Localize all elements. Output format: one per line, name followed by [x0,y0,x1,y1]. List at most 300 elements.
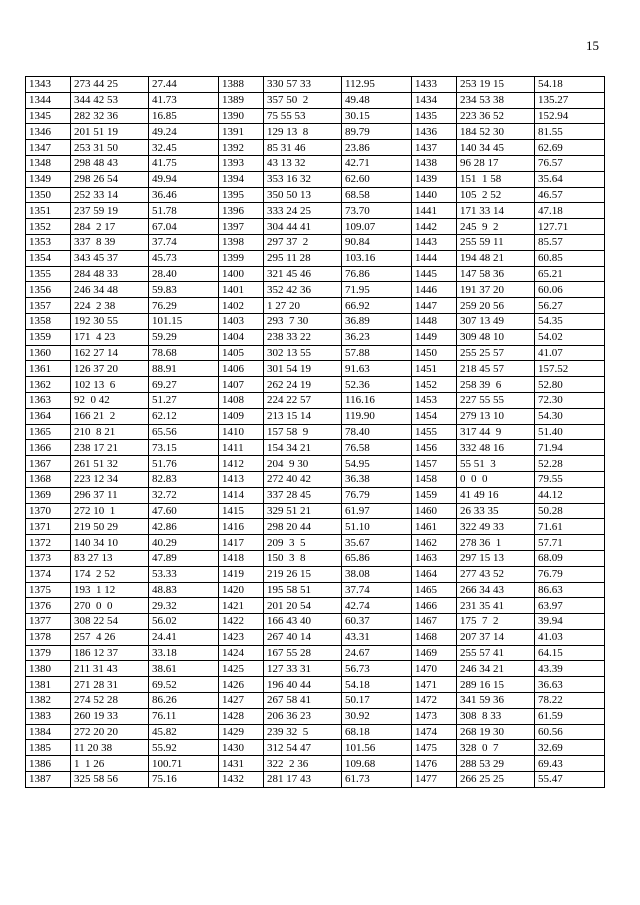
distance-cell: 29.32 [149,598,219,614]
distance-cell: 127.71 [535,219,605,235]
point-id-cell: 1359 [26,329,71,345]
distance-cell: 54.30 [535,408,605,424]
distance-cell: 69.27 [149,377,219,393]
point-id-cell: 1436 [412,124,457,140]
angle-cell: 224 22 57 [264,392,342,408]
angle-cell: 333 24 25 [264,203,342,219]
point-id-cell: 1363 [26,392,71,408]
point-id-cell: 1460 [412,503,457,519]
angle-cell: 298 20 44 [264,519,342,535]
distance-cell: 68.09 [535,550,605,566]
angle-cell: 237 59 19 [71,203,149,219]
table-row [26,487,605,503]
distance-cell: 47.60 [149,503,219,519]
point-id-cell: 1423 [219,629,264,645]
page-number: 15 [586,38,599,53]
table-row [26,298,605,314]
point-id-cell: 1398 [219,234,264,250]
point-id-cell: 1421 [219,598,264,614]
angle-cell: 127 33 31 [264,661,342,677]
table-row [26,598,605,614]
distance-cell: 157.52 [535,361,605,377]
angle-cell: 273 44 25 [71,77,149,93]
distance-cell: 50.17 [342,693,412,709]
distance-cell: 63.97 [535,598,605,614]
distance-cell: 38.61 [149,661,219,677]
angle-cell: 293 7 30 [264,313,342,329]
angle-cell: 253 31 50 [71,140,149,156]
point-id-cell: 1387 [26,772,71,788]
point-id-cell: 1418 [219,550,264,566]
angle-cell: 255 59 11 [457,234,535,250]
data-table [25,76,605,788]
point-id-cell: 1477 [412,772,457,788]
distance-cell: 152.94 [535,108,605,124]
table-row [26,550,605,566]
angle-cell: 330 57 33 [264,77,342,93]
angle-cell: 213 15 14 [264,408,342,424]
distance-cell: 73.15 [149,440,219,456]
point-id-cell: 1357 [26,298,71,314]
point-id-cell: 1458 [412,471,457,487]
angle-cell: 312 54 47 [264,740,342,756]
distance-cell: 67.04 [149,219,219,235]
angle-cell: 255 25 57 [457,345,535,361]
table-row [26,203,605,219]
point-id-cell: 1476 [412,756,457,772]
table-row [26,377,605,393]
angle-cell: 196 40 44 [264,677,342,693]
angle-cell: 353 16 32 [264,171,342,187]
point-id-cell: 1404 [219,329,264,345]
distance-cell: 65.21 [535,266,605,282]
distance-cell: 76.11 [149,708,219,724]
distance-cell: 24.67 [342,645,412,661]
point-id-cell: 1453 [412,392,457,408]
point-id-cell: 1463 [412,550,457,566]
point-id-cell: 1370 [26,503,71,519]
point-id-cell: 1442 [412,219,457,235]
point-id-cell: 1356 [26,282,71,298]
table-row [26,535,605,551]
angle-cell: 154 34 21 [264,440,342,456]
distance-cell: 52.28 [535,456,605,472]
angle-cell: 343 45 37 [71,250,149,266]
distance-cell: 78.22 [535,693,605,709]
distance-cell: 56.02 [149,614,219,630]
distance-cell: 76.79 [535,566,605,582]
point-id-cell: 1420 [219,582,264,598]
angle-cell: 245 9 2 [457,219,535,235]
distance-cell: 76.86 [342,266,412,282]
point-id-cell: 1353 [26,234,71,250]
point-id-cell: 1412 [219,456,264,472]
distance-cell: 78.40 [342,424,412,440]
angle-cell: 211 31 43 [71,661,149,677]
angle-cell: 126 37 20 [71,361,149,377]
angle-cell: 209 3 5 [264,535,342,551]
angle-cell: 257 4 26 [71,629,149,645]
point-id-cell: 1372 [26,535,71,551]
point-id-cell: 1392 [219,140,264,156]
angle-cell: 219 50 29 [71,519,149,535]
point-id-cell: 1448 [412,313,457,329]
angle-cell: 150 3 8 [264,550,342,566]
distance-cell: 89.79 [342,124,412,140]
point-id-cell: 1472 [412,693,457,709]
angle-cell: 258 39 6 [457,377,535,393]
distance-cell: 41.73 [149,92,219,108]
angle-cell: 309 48 10 [457,329,535,345]
angle-cell: 246 34 48 [71,282,149,298]
distance-cell: 112.95 [342,77,412,93]
point-id-cell: 1374 [26,566,71,582]
point-id-cell: 1414 [219,487,264,503]
angle-cell: 102 13 6 [71,377,149,393]
angle-cell: 261 51 32 [71,456,149,472]
angle-cell: 171 4 23 [71,329,149,345]
point-id-cell: 1365 [26,424,71,440]
point-id-cell: 1381 [26,677,71,693]
angle-cell: 267 58 41 [264,693,342,709]
distance-cell: 61.59 [535,708,605,724]
distance-cell: 35.67 [342,535,412,551]
point-id-cell: 1411 [219,440,264,456]
angle-cell: 234 53 38 [457,92,535,108]
angle-cell: 140 34 10 [71,535,149,551]
table-row [26,140,605,156]
distance-cell: 32.69 [535,740,605,756]
angle-cell: 171 33 14 [457,203,535,219]
angle-cell: 129 13 8 [264,124,342,140]
point-id-cell: 1390 [219,108,264,124]
distance-cell: 30.15 [342,108,412,124]
distance-cell: 38.08 [342,566,412,582]
distance-cell: 42.86 [149,519,219,535]
distance-cell: 32.72 [149,487,219,503]
table-row [26,282,605,298]
distance-cell: 60.85 [535,250,605,266]
angle-cell: 344 42 53 [71,92,149,108]
point-id-cell: 1347 [26,140,71,156]
table-row [26,92,605,108]
angle-cell: 337 28 45 [264,487,342,503]
point-id-cell: 1466 [412,598,457,614]
distance-cell: 54.18 [342,677,412,693]
distance-cell: 41.07 [535,345,605,361]
angle-cell: 219 26 15 [264,566,342,582]
angle-cell: 227 55 55 [457,392,535,408]
angle-cell: 231 35 41 [457,598,535,614]
distance-cell: 44.12 [535,487,605,503]
point-id-cell: 1461 [412,519,457,535]
angle-cell: 238 33 22 [264,329,342,345]
angle-cell: 206 36 23 [264,708,342,724]
point-id-cell: 1450 [412,345,457,361]
distance-cell: 27.44 [149,77,219,93]
table-row [26,424,605,440]
table-row [26,582,605,598]
distance-cell: 62.12 [149,408,219,424]
angle-cell: 329 51 21 [264,503,342,519]
point-id-cell: 1362 [26,377,71,393]
angle-cell: 322 2 36 [264,756,342,772]
point-id-cell: 1389 [219,92,264,108]
point-id-cell: 1346 [26,124,71,140]
point-id-cell: 1455 [412,424,457,440]
point-id-cell: 1382 [26,693,71,709]
angle-cell: 41 49 16 [457,487,535,503]
distance-cell: 71.61 [535,519,605,535]
distance-cell: 85.57 [535,234,605,250]
table-row [26,108,605,124]
distance-cell: 69.43 [535,756,605,772]
point-id-cell: 1397 [219,219,264,235]
point-id-cell: 1393 [219,155,264,171]
point-id-cell: 1471 [412,677,457,693]
point-id-cell: 1452 [412,377,457,393]
angle-cell: 255 57 41 [457,645,535,661]
point-id-cell: 1379 [26,645,71,661]
angle-cell: 140 34 45 [457,140,535,156]
angle-cell: 83 27 13 [71,550,149,566]
distance-cell: 119.90 [342,408,412,424]
distance-cell: 45.82 [149,724,219,740]
distance-cell: 62.60 [342,171,412,187]
point-id-cell: 1358 [26,313,71,329]
angle-cell: 253 19 15 [457,77,535,93]
angle-cell: 167 55 28 [264,645,342,661]
angle-cell: 186 12 37 [71,645,149,661]
angle-cell: 194 48 21 [457,250,535,266]
angle-cell: 266 34 43 [457,582,535,598]
angle-cell: 246 34 21 [457,661,535,677]
point-id-cell: 1394 [219,171,264,187]
point-id-cell: 1413 [219,471,264,487]
distance-cell: 54.18 [535,77,605,93]
angle-cell: 55 51 3 [457,456,535,472]
point-id-cell: 1371 [26,519,71,535]
point-id-cell: 1369 [26,487,71,503]
distance-cell: 42.74 [342,598,412,614]
distance-cell: 32.45 [149,140,219,156]
distance-cell: 49.94 [149,171,219,187]
distance-cell: 90.84 [342,234,412,250]
distance-cell: 52.36 [342,377,412,393]
point-id-cell: 1384 [26,724,71,740]
angle-cell: 201 20 54 [264,598,342,614]
angle-cell: 26 33 35 [457,503,535,519]
point-id-cell: 1355 [26,266,71,282]
angle-cell: 328 0 7 [457,740,535,756]
angle-cell: 210 8 21 [71,424,149,440]
distance-cell: 81.55 [535,124,605,140]
distance-cell: 39.94 [535,614,605,630]
angle-cell: 207 37 14 [457,629,535,645]
distance-cell: 49.48 [342,92,412,108]
table-row [26,408,605,424]
distance-cell: 28.40 [149,266,219,282]
distance-cell: 43.31 [342,629,412,645]
angle-cell: 288 53 29 [457,756,535,772]
point-id-cell: 1395 [219,187,264,203]
angle-cell: 317 44 9 [457,424,535,440]
angle-cell: 75 55 53 [264,108,342,124]
distance-cell: 37.74 [149,234,219,250]
distance-cell: 16.85 [149,108,219,124]
point-id-cell: 1406 [219,361,264,377]
angle-cell: 96 28 17 [457,155,535,171]
distance-cell: 55.47 [535,772,605,788]
distance-cell: 49.24 [149,124,219,140]
angle-cell: 341 59 36 [457,693,535,709]
angle-cell: 325 58 56 [71,772,149,788]
angle-cell: 278 36 1 [457,535,535,551]
angle-cell: 166 21 2 [71,408,149,424]
point-id-cell: 1473 [412,708,457,724]
distance-cell: 36.38 [342,471,412,487]
distance-cell: 56.27 [535,298,605,314]
distance-cell: 86.63 [535,582,605,598]
angle-cell: 297 15 13 [457,550,535,566]
distance-cell: 100.71 [149,756,219,772]
point-id-cell: 1449 [412,329,457,345]
distance-cell: 69.52 [149,677,219,693]
angle-cell: 271 28 31 [71,677,149,693]
distance-cell: 24.41 [149,629,219,645]
table-row [26,724,605,740]
angle-cell: 332 48 16 [457,440,535,456]
distance-cell: 41.75 [149,155,219,171]
point-id-cell: 1415 [219,503,264,519]
angle-cell: 262 24 19 [264,377,342,393]
distance-cell: 86.26 [149,693,219,709]
point-id-cell: 1465 [412,582,457,598]
angle-cell: 296 37 11 [71,487,149,503]
distance-cell: 51.78 [149,203,219,219]
point-id-cell: 1367 [26,456,71,472]
point-id-cell: 1456 [412,440,457,456]
angle-cell: 195 58 51 [264,582,342,598]
angle-cell: 191 37 20 [457,282,535,298]
table-row [26,171,605,187]
angle-cell: 295 11 28 [264,250,342,266]
distance-cell: 33.18 [149,645,219,661]
point-id-cell: 1361 [26,361,71,377]
table-row [26,471,605,487]
point-id-cell: 1443 [412,234,457,250]
table-row [26,329,605,345]
angle-cell: 270 0 0 [71,598,149,614]
table-row [26,740,605,756]
table-row [26,677,605,693]
distance-cell: 23.86 [342,140,412,156]
distance-cell: 60.56 [535,724,605,740]
point-id-cell: 1439 [412,171,457,187]
distance-cell: 65.86 [342,550,412,566]
distance-cell: 75.16 [149,772,219,788]
angle-cell: 157 58 9 [264,424,342,440]
point-id-cell: 1343 [26,77,71,93]
point-id-cell: 1383 [26,708,71,724]
point-id-cell: 1470 [412,661,457,677]
table-row [26,614,605,630]
angle-cell: 321 45 46 [264,266,342,282]
distance-cell: 76.29 [149,298,219,314]
angle-cell: 166 43 40 [264,614,342,630]
table-row [26,187,605,203]
point-id-cell: 1474 [412,724,457,740]
distance-cell: 82.83 [149,471,219,487]
distance-cell: 57.71 [535,535,605,551]
point-id-cell: 1368 [26,471,71,487]
angle-cell: 302 13 55 [264,345,342,361]
angle-cell: 43 13 32 [264,155,342,171]
table-row [26,392,605,408]
angle-cell: 201 51 19 [71,124,149,140]
distance-cell: 72.30 [535,392,605,408]
distance-cell: 55.92 [149,740,219,756]
distance-cell: 53.33 [149,566,219,582]
distance-cell: 71.94 [535,440,605,456]
angle-cell: 0 0 0 [457,471,535,487]
angle-cell: 272 20 20 [71,724,149,740]
point-id-cell: 1378 [26,629,71,645]
angle-cell: 281 17 43 [264,772,342,788]
angle-cell: 174 2 52 [71,566,149,582]
table-row [26,645,605,661]
point-id-cell: 1350 [26,187,71,203]
point-id-cell: 1373 [26,550,71,566]
point-id-cell: 1446 [412,282,457,298]
distance-cell: 76.58 [342,440,412,456]
angle-cell: 308 8 33 [457,708,535,724]
angle-cell: 85 31 46 [264,140,342,156]
distance-cell: 61.73 [342,772,412,788]
table-row [26,345,605,361]
point-id-cell: 1468 [412,629,457,645]
angle-cell: 162 27 14 [71,345,149,361]
distance-cell: 76.57 [535,155,605,171]
point-id-cell: 1438 [412,155,457,171]
point-id-cell: 1344 [26,92,71,108]
point-id-cell: 1403 [219,313,264,329]
point-id-cell: 1386 [26,756,71,772]
table-row [26,772,605,788]
table-row [26,219,605,235]
point-id-cell: 1464 [412,566,457,582]
angle-cell: 350 50 13 [264,187,342,203]
point-id-cell: 1422 [219,614,264,630]
angle-cell: 192 30 55 [71,313,149,329]
angle-cell: 224 2 38 [71,298,149,314]
distance-cell: 47.18 [535,203,605,219]
angle-cell: 223 12 34 [71,471,149,487]
table-row [26,250,605,266]
distance-cell: 109.07 [342,219,412,235]
point-id-cell: 1345 [26,108,71,124]
point-id-cell: 1349 [26,171,71,187]
point-id-cell: 1396 [219,203,264,219]
table-row [26,519,605,535]
angle-cell: 92 0 42 [71,392,149,408]
angle-cell: 352 42 36 [264,282,342,298]
angle-cell: 322 49 33 [457,519,535,535]
point-id-cell: 1405 [219,345,264,361]
distance-cell: 42.71 [342,155,412,171]
angle-cell: 260 19 33 [71,708,149,724]
point-id-cell: 1408 [219,392,264,408]
